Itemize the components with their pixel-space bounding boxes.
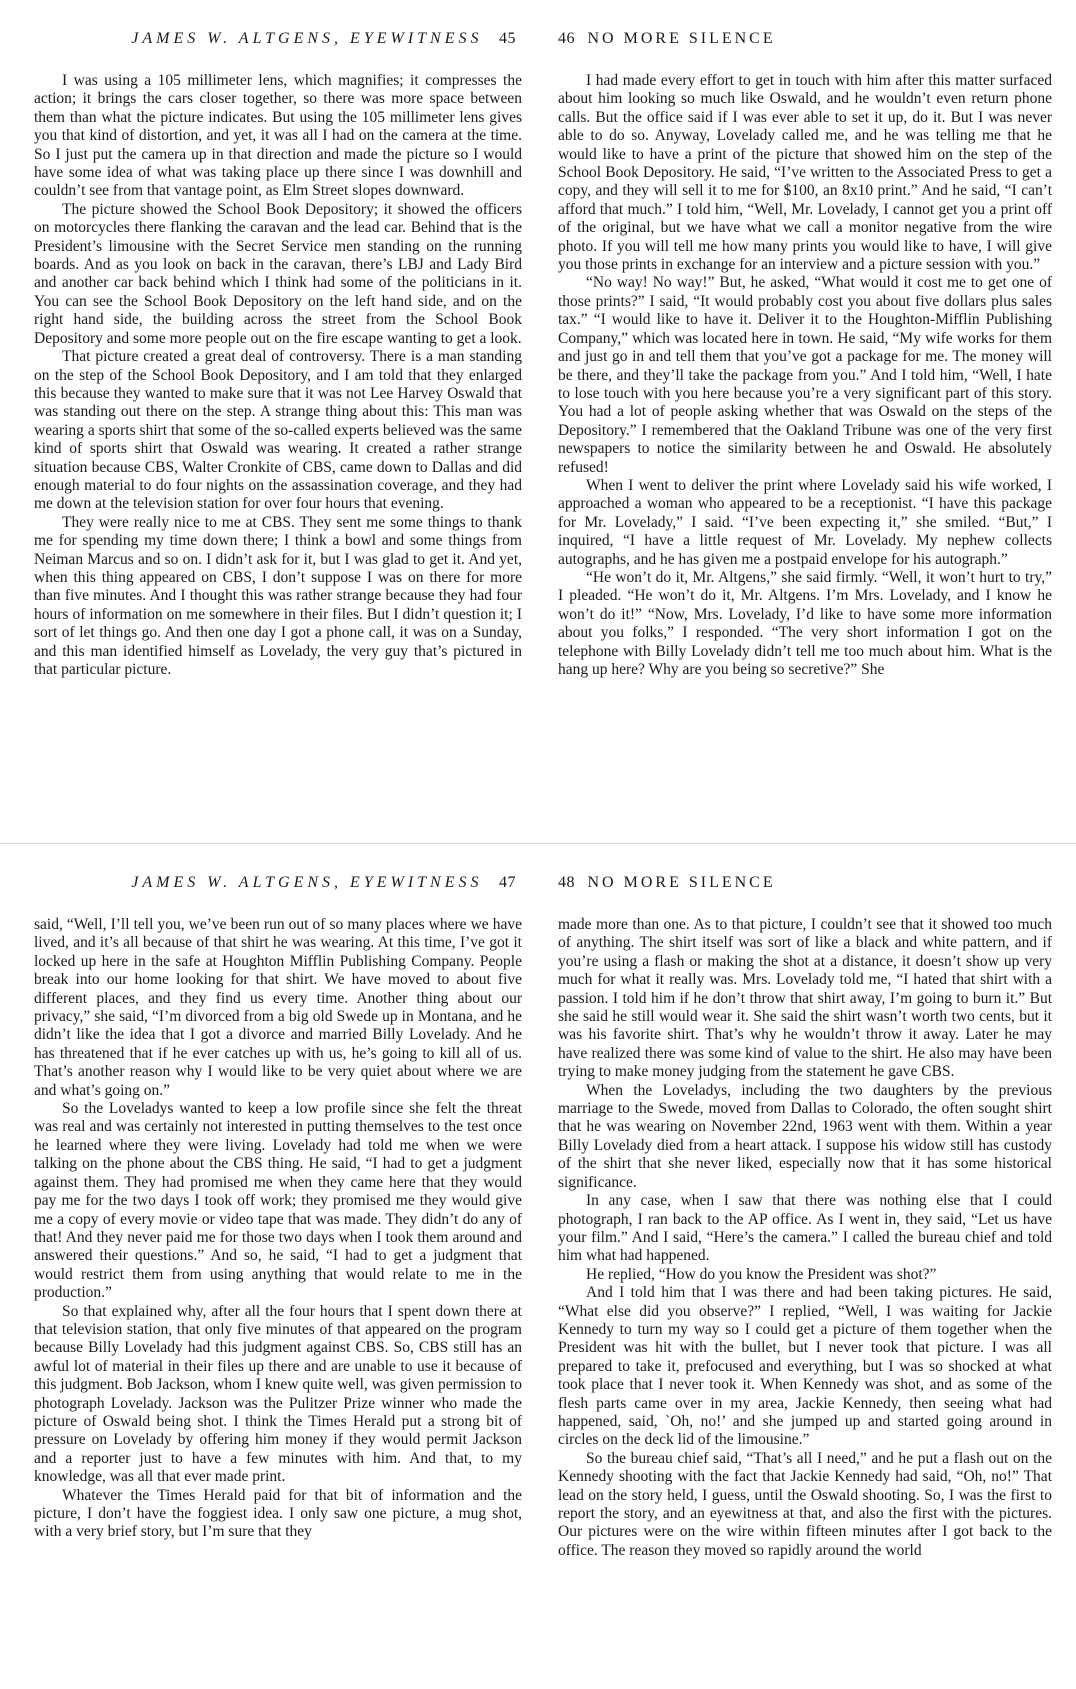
paragraph: He replied, “How do you know the President was shot?” [586,1265,937,1283]
paragraph: When the Loveladys, including the two daughters by the previous marriage to the Swede, moved from Dallas to Colorado, the often sought shirt that he was wearing on November 22nd, 1963 went with them. Within a year Billy Lovelady died from a heart attack. I suppose his widow still has custody of the shirt that she never liked, especially now that it has some historical significance. [558,1081,1052,1191]
running-head [558,874,1052,900]
paragraph: said, “Well, I’ll tell you, we’ve been run out of so many places where we have lived, and it’s all because of that shirt he was wearing. At this time, I’ve got it locked up here in the safe at Houghton Mifflin Publishing Company. People break into our home looking for that shirt. We have moved to about five different places, and they find us every time. Another thing about our privacy,” she said, “I’m divorced from a big old Swede up in Montana, and he didn’t like the idea that I got a divorce and married Billy Lovelady. And he has threatened that if he ever catches up with us, he’s going to kill all of us. That’s another reason why I would like to be very quiet about where we are and what’s going on.” [34,916,522,1099]
paragraph: “No way! No way!” But, he asked, “What would it cost me to get one of those prints?” I said, “It would probably cost you about five dollars plus sales tax.” “I would like to have it. Deliver it to the Houghton-Mifflin Publishing Company,” which was located here in town. He said, “My wife works for them and just go in and tell them that you’ve got a package for me. The money will be there, and they’ll take the package from you.” And I told him, “Well, I hate to lose touch with you here because you’re a very significant part of this story. You had a lot of people asking whether that was Oswald on the steps of the Depository.” I remembered that the Oakland Tribune was one of the very first newspapers to notice the similarity between he and Oswald. He absolutely refused! [558,274,1052,476]
page-number: 45 [499,30,516,47]
page-number: 46 [558,30,575,47]
paragraph: And I told him that I was there and had been taking pictures. He said, “What else did you observe?” I replied, “Well, I was waiting for Jackie Kennedy to turn my way so I could get a picture of them together when the President was hit with the bullet, but I never took that picture. I was all prepared to take it, prefocused and everything, but I was so shocked at what took place that I never took it. When Kennedy was shot, and as some of the flesh parts came over in my area, Jackie Kennedy, then seeing what had happened, said, `Oh, no!’ and she jumped up and started going around in circles on the deck lid of the limousine.” [558,1284,1052,1449]
paragraph: So that explained why, after all the four hours that I spent down there at that television station, that only five minutes of that appeared on the program because Billy Lovelady had this judgment against CBS. So, CBS still has an awful lot of material in their files up there and are unable to use it because of this judgment. Bob Jackson, whom I knew quite well, was given permission to photograph Lovelady. Jackson was the Pulitzer Prize winner who made the picture of Oswald being shot. I think the Times Herald put a strong bit of pressure on Lovelady by offering him money if they would permit Jackson and a reporter just to have a few minutes with him. And that, to my knowledge, was all that ever made print. [34,1302,522,1486]
page-number: 47 [499,874,516,891]
paragraph: I was using a 105 millimeter lens, which magnifies; it compresses the action; it brings the cars closer together, so there was more space between them than what the picture indicates. But using the 105 millimeter lens gives you that kind of distortion, and yet, it was all I had on the camera at the time. So I just put the camera up in that direction and made the picture so I would have some idea of what was taking place up there since I was downhill and couldn’t see from that vantage point, as Elm Street slopes downward. [34,72,522,200]
paragraph: I had made every effort to get in touch with him after this matter surfaced about him looking so much like Oswald, and he wouldn’t even return phone calls. But the office said if I was ever able to set it up, do it. But I was never able to do so. Anyway, Lovelady called me, and he was telling me that he would like to have a print of the picture that showed him on the step of the School Book Depository. He said, “I’ve written to the Associated Press to get a copy, and they will sell it to me for $100, an 8x10 print.” And he said, “I can’t afford that much.” I told him, “Well, Mr. Lovelady, I cannot get you a print off of the original, but we have what we call a monitor negative from the wire photo. If you will tell me how many prints you would like to have, I will give you those prints in exchange for an interview and a picture session with you.” [558,72,1052,274]
page-47 [0,844,538,1689]
body-text [558,72,1052,679]
paragraph: Whatever the Times Herald paid for that bit of information and the picture, I don’t have the foggiest idea. I only saw one picture, a mug shot, with a very brief story, but I’m sure that they [34,1486,522,1541]
running-head [34,874,522,900]
running-head [558,30,1052,56]
body-text [34,916,522,1542]
page-48 [538,844,1076,1689]
paragraph: So the bureau chief said, “That’s all I need,” and he put a flash out on the Kennedy shooting with the fact that Jackie Kennedy had said, “Oh, no!” That lead on the story held, I guess, until the Oswald shooting. So, I was the first to report the story, and an eyewitness at that, and also the first with the pictures. Our pictures were on the wire within fifteen minutes after I got back to the office. The reason they moved so rapidly around the world [558,1449,1052,1559]
paragraph: When I went to deliver the print where Lovelady said his wife worked, I approached a woman who appeared to be a receptionist. “I have this package for Mr. Lovelady,” I said. “I’ve been expecting it,” she smiled. “But,” I inquired, “I have a little request of Mr. Lovelady. My nephew collects autographs, and he has given me a postpaid envelope for his autograph.” [558,476,1052,568]
body-text [558,916,1052,1560]
running-head-title: NO MORE SILENCE [587,30,776,47]
page-46 [538,0,1076,844]
running-head-title: JAMES W. ALTGENS, EYEWITNESS [131,874,483,891]
paragraph: The picture showed the School Book Depository; it showed the officers on motorcycles there flanking the caravan and the lead car. Behind that is the President’s limousine with the Secret Service men standing on the running boards. And as you look on back in the caravan, there’s LBJ and Lady Bird and another car back behind which I think had some of the politicians in it. You can see the School Book Depository on the left hand side, and on the right hand side, the building across the street from the School Book Depository and some more people out on the fire escape wanting to get a look. [34,200,522,347]
bottom-spread [0,844,1076,1689]
running-head-title: JAMES W. ALTGENS, EYEWITNESS [131,30,483,47]
paragraph: They were really nice to me at CBS. They sent me some things to thank me for spending my time down there; I think a bowl and some things from Neiman Marcus and so on. I didn’t ask for it, but I was glad to get it. And yet, when this thing appeared on CBS, I don’t suppose I was on there for more than five minutes. And I thought this was rather strange because they had four hours of information on me somewhere in their files. But I didn’t question it; I sort of let things go. And then one day I got a phone call, it was on a Sunday, and this man identified himself as Lovelady, the very guy that’s pictured in that particular picture. [34,513,522,678]
running-head-title: NO MORE SILENCE [587,874,776,891]
paragraph: That picture created a great deal of controversy. There is a man standing on the step of the School Book Depository, and I am told that they enlarged this because they wanted to make sure that it was not Lee Harvey Oswald that was standing out there on the step. A strange thing about this: This man was wearing a sports shirt that some of the so-called experts believed was the same kind of sports shirt that Oswald was wearing. It created a rather strange situation because CBS, Walter Cronkite of CBS, came down to Dallas and did enough material to do four nights on the assassination coverage, and they had me down at the television station for over four hours that evening. [34,348,522,513]
page-number: 48 [558,874,575,891]
body-text [34,72,522,679]
running-head [34,30,522,56]
top-spread [0,0,1076,844]
paragraph: made more than one. As to that picture, I couldn’t see that it showed too much of anything. The shirt itself was sort of like a black and white pattern, and if you’re using a flash or making the shot at a distance, it doesn’t show up very much for what it really was. Mrs. Lovelady told me, “I hated that shirt with a passion. I told him if he don’t throw that shirt away, I’m going to burn it.” But she said he still would wear it. She said the shirt wasn’t worth two cents, but it was his favorite shirt. That’s why he wouldn’t throw it away. Later he may have realized there was some kind of value to the shirt. He also may have been trying to make money judging from the statement he gave CBS. [558,916,1052,1081]
page-45 [0,0,538,844]
paragraph: In any case, when I saw that there was nothing else that I could photograph, I ran back to the AP office. As I went in, they said, “Let us have your film.” And I said, “Here’s the camera.” I called the bureau chief and told him what had happened. [558,1192,1052,1265]
paragraph: So the Loveladys wanted to keep a low profile since she felt the threat was real and was certainly not interested in putting themselves to the test once he learned where they were living. Lovelady had told me when we were talking on the phone about the CBS thing. He said, “I had to get a judgment against them. They had promised me when they came here that they would pay me for the two days I took off work; they promised me they would give me a copy of every movie or video tape that was made. They didn’t do any of that! And they never paid me for those two days when I took them around and answered their questions.” And so, he said, “I had to get a judgment that would restrict them from using anything that would relate to me in the production.” [34,1100,522,1302]
paragraph: “He won’t do it, Mr. Altgens,” she said firmly. “Well, it won’t hurt to try,” I pleaded. “He won’t do it, Mr. Altgens. I’m Mrs. Lovelady, and I know he won’t do it!” “Now, Mrs. Lovelady, I’d like to have some more information about you folks,” I responded. “The very short information I got on the telephone with Billy Lovelady didn’t tell me too much about him. What is the hang up here? Why are you being so secretive?” She [558,568,1052,678]
